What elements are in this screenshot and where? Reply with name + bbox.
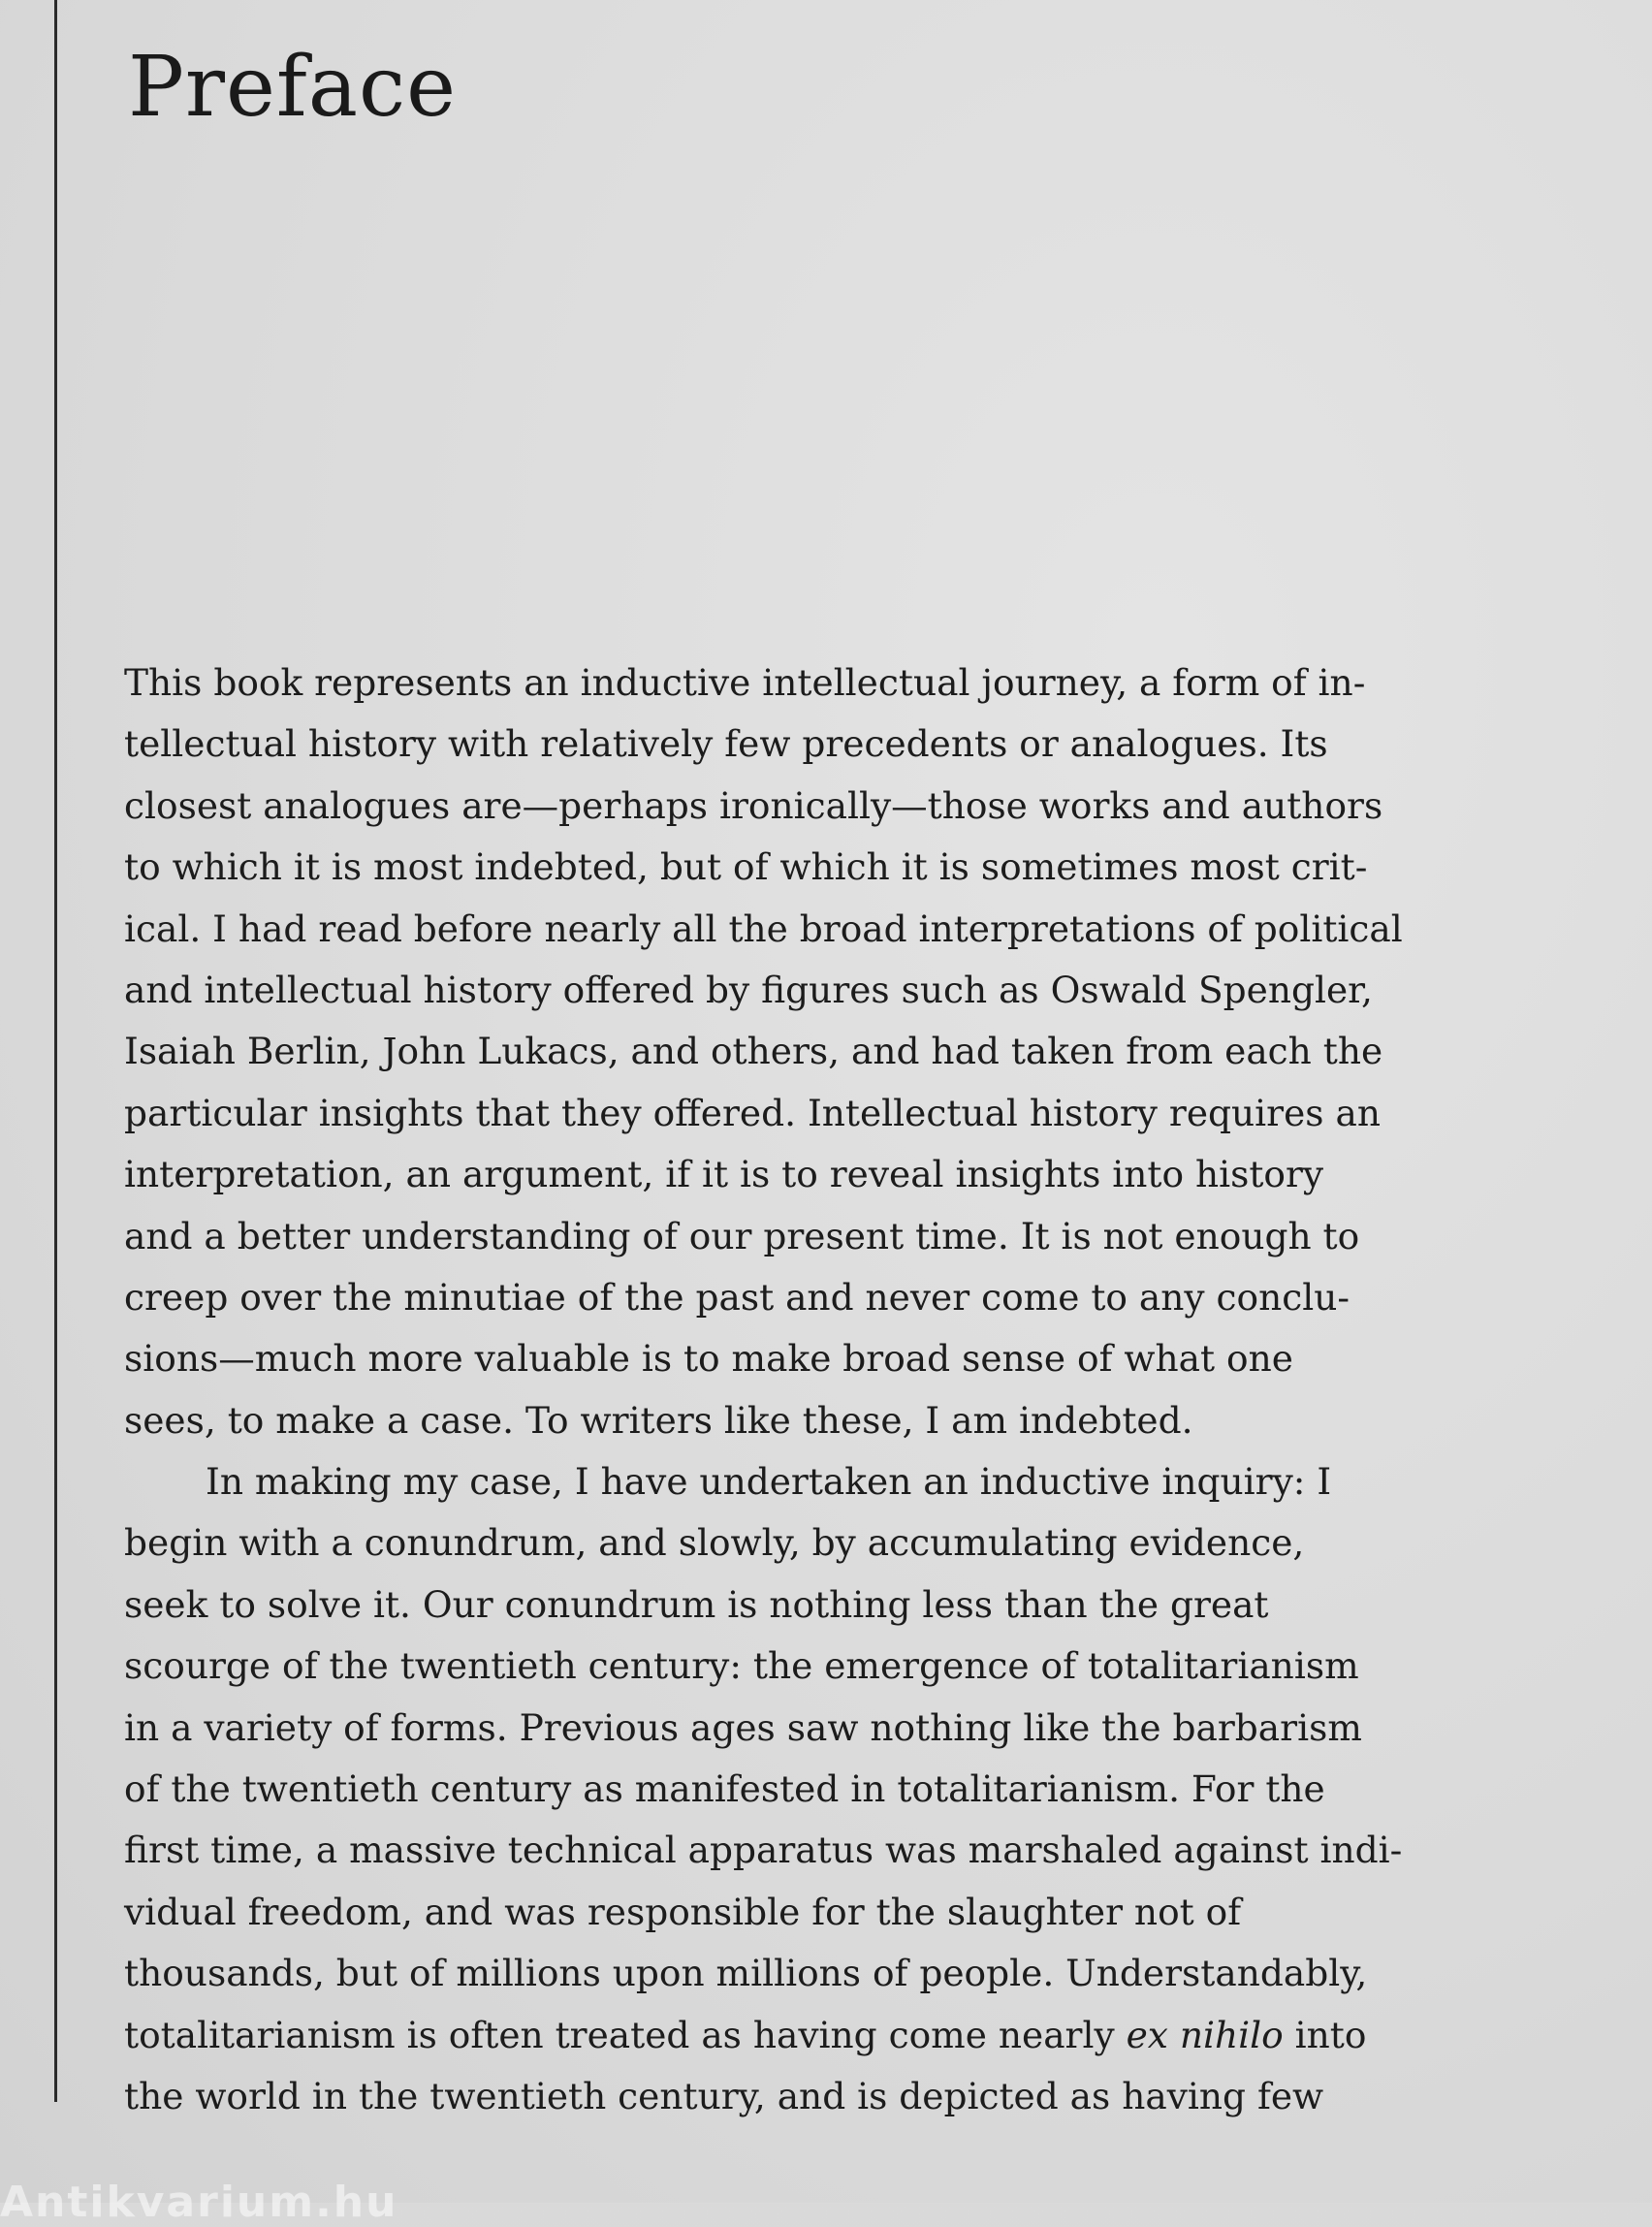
text-line: first time, a massive technical apparatus was marshaled against indi- — [124, 1829, 1403, 1872]
text-line: of the twentieth century as manifested in totalitarianism. For the — [124, 1767, 1325, 1811]
text-line: This book represents an inductive intellectual journey, a form of in- — [124, 661, 1366, 704]
text-line: Isaiah Berlin, John Lukacs, and others, and had taken from each the — [124, 1030, 1383, 1073]
text-line: begin with a conundrum, and slowly, by accumulating evidence, — [124, 1521, 1305, 1565]
text-line: the world in the twentieth century, and is depicted as having few — [124, 2074, 1324, 2117]
text-line: and intellectual history offered by figures such as Oswald Spengler, — [124, 968, 1373, 1011]
text-line: closest analogues are—perhaps ironically—those works and authors — [124, 783, 1383, 827]
text-line: and a better understanding of our present time. It is not enough to — [124, 1214, 1360, 1257]
text-line: vidual freedom, and was responsible for the slaughter not of — [124, 1890, 1242, 1933]
text-line: to which it is most indebted, but of which it is sometimes most crit- — [124, 845, 1368, 889]
text-line: thousands, but of millions upon millions of people. Understandably, — [124, 1952, 1368, 1995]
text-line: scourge of the twentieth century: the emergence of totalitarianism — [124, 1644, 1359, 1688]
text-line: sees, to make a case. To writers like these, I am indebted. — [124, 1398, 1193, 1442]
text-line: ical. I had read before nearly all the broad interpretations of political — [124, 907, 1403, 950]
text-line: seek to solve it. Our conundrum is nothing less than the great — [124, 1582, 1269, 1626]
text-line-with-italic — [124, 2005, 1423, 2066]
text-line: interpretation, an argument, if it is to reveal insights into history — [124, 1153, 1324, 1196]
text-line: sions—much more valuable is to make broad sense of what one — [124, 1337, 1293, 1381]
text-line: creep over the minutiae of the past and never come to any conclu- — [124, 1275, 1350, 1319]
text-line: tellectual history with relatively few precedents or analogues. Its — [124, 722, 1328, 766]
text-segment: into — [1283, 2013, 1367, 2056]
preface-body — [124, 652, 1423, 2127]
italic-phrase: ex nihilo — [1126, 2013, 1284, 2056]
text-line: in a variety of forms. Previous ages saw nothing like the barbarism — [124, 1705, 1362, 1749]
text-line: particular insights that they offered. Intellectual history requires an — [124, 1091, 1381, 1134]
left-margin-rule — [54, 0, 57, 2102]
watermark: Antikvarium.hu — [0, 2178, 398, 2227]
page-title: Preface — [128, 39, 458, 136]
paragraph-start-line: In making my case, I have undertaken an inductive inquiry: I — [206, 1460, 1332, 1504]
text-segment: totalitarianism is often treated as having come nearly — [124, 2013, 1127, 2056]
